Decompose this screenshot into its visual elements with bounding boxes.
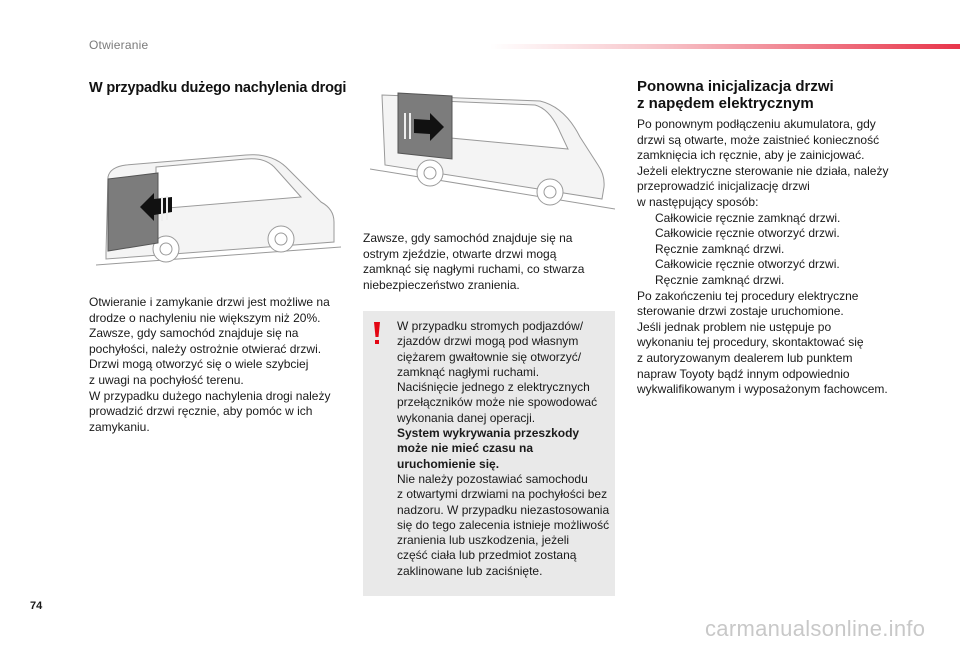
text-line: przeprowadzić inicjalizację drzwi [637, 179, 810, 194]
list-item [637, 257, 907, 273]
header-accent-bar [490, 44, 960, 49]
text-line: z uwagi na pochyłość terenu. [89, 372, 244, 387]
text-line: prowadzić drzwi ręcznie, aby pomóc w ich [89, 404, 313, 419]
text-line: zamykaniu. [89, 419, 150, 434]
text-line: przełączników może nie spowodować [397, 395, 598, 410]
watermark: carmanualsonline.info [705, 616, 926, 641]
text-line: zjazdów drzwi mogą pod własnym [397, 334, 579, 349]
text-line-bold: System wykrywania przeszkody [397, 426, 580, 441]
van-rear-door-closing-illustration [96, 147, 341, 269]
text-line: zamknięcia ich ręcznie, aby je zainicjować. [637, 148, 865, 163]
section-heading-steep-slope: W przypadku dużego nachylenia drogi [89, 80, 347, 96]
reinitialization-text [637, 117, 907, 398]
text-line: Naciśnięcie jednego z elektrycznych [397, 380, 590, 395]
section-heading-reinitialization [637, 78, 834, 112]
text-line: Zawsze, gdy samochód znajduje się na [89, 326, 299, 341]
front-wheel [268, 226, 294, 252]
text-line: drodze o nachyleniu nie większym niż 20%. [89, 310, 321, 325]
bullet-icon [637, 226, 655, 242]
text-line: wykwalifikowanym i wyposażonym fachowcem. [637, 382, 888, 397]
text-line: wykonania danej operacji. [397, 410, 536, 425]
text-line: Jeżeli elektryczne sterowanie nie działa, należy [637, 163, 889, 178]
text-line: się do tego zalecenia istnieje możliwość [397, 517, 610, 532]
step-text: Ręcznie zamknąć drzwi. [655, 241, 785, 256]
list-item [637, 273, 907, 289]
downhill-paragraph [363, 231, 613, 293]
text-line: z otwartymi drzwiami na pochyłości bez [397, 487, 608, 502]
warning-text [397, 319, 612, 579]
text-line: zaklinowane lub zaciśnięte. [397, 563, 543, 578]
text-line: drzwi są otwarte, może zaistnieć konieczność [637, 132, 880, 147]
text-line-bold: uruchomienie się. [397, 456, 500, 471]
text-line: napraw Toyoty bądź innym odpowiednio [637, 366, 850, 381]
van-downhill-door-illustration [370, 87, 615, 212]
front-wheel [537, 179, 563, 205]
text-line: niebezpieczeństwo zranienia. [363, 277, 520, 292]
text-line: z autoryzowanym dealerem lub punktem [637, 350, 853, 365]
text-line: Jeśli jednak problem nie ustępuje po [637, 319, 832, 334]
text-line: Drzwi mogą otworzyć się o wiele szybciej [89, 357, 309, 372]
heading-line: Ponowna inicjalizacja drzwi [637, 78, 834, 95]
heading-line: z napędem elektrycznym [637, 95, 814, 112]
step-text: Całkowicie ręcznie otworzyć drzwi. [655, 257, 840, 272]
step-text: Ręcznie zamknąć drzwi. [655, 272, 785, 287]
text-line: wykonaniu tej procedury, skontaktować się [637, 335, 864, 350]
text-line: W przypadku dużego nachylenia drogi należy [89, 388, 331, 403]
text-line: W przypadku stromych podjazdów/ [397, 319, 584, 333]
text-line: Po zakończeniu tej procedury elektryczne [637, 288, 859, 303]
list-item [637, 226, 907, 242]
header-title: Otwieranie [89, 38, 149, 52]
text-line: zamknąć się nagłymi ruchami, co stwarza [363, 262, 585, 277]
text-line: Zawsze, gdy samochód znajduje się na [363, 231, 573, 245]
list-item [637, 211, 907, 227]
steep-slope-paragraph [89, 295, 339, 435]
text-line: ostrym zjeździe, otwarte drzwi mogą [363, 246, 557, 261]
text-line: Nie należy pozostawiać samochodu [397, 471, 588, 486]
bullet-icon [637, 211, 655, 227]
text-line: Otwieranie i zamykanie drzwi jest możliwe na [89, 295, 330, 309]
page-number: 74 [30, 600, 43, 612]
text-line: zranienia lub uszkodzenia, jeżeli [397, 533, 570, 548]
text-line: część ciała lub przedmiot zostaną [397, 548, 577, 563]
step-text: Całkowicie ręcznie otworzyć drzwi. [655, 226, 840, 241]
text-line: zamknąć nagłymi ruchami. [397, 364, 540, 379]
step-text: Całkowicie ręcznie zamknąć drzwi. [655, 210, 841, 225]
text-line-bold: może nie mieć czasu na [397, 441, 534, 456]
bullet-icon [637, 257, 655, 273]
bullet-icon [637, 242, 655, 258]
text-line: ciężarem gwałtownie się otworzyć/ [397, 349, 582, 364]
text-line: w następujący sposób: [637, 194, 759, 209]
bullet-icon [637, 273, 655, 289]
text-line: nadzoru. W przypadku niezastosowania [397, 502, 610, 517]
rear-wheel [417, 160, 443, 186]
exclamation-icon [372, 321, 382, 345]
text-line: Po ponownym podłączeniu akumulatora, gdy [637, 117, 876, 131]
text-line: pochyłości, należy ostrożnie otwierać drzwi. [89, 341, 322, 356]
text-line: sterowanie drzwi zostaje uruchomione. [637, 304, 844, 319]
list-item [637, 242, 907, 258]
